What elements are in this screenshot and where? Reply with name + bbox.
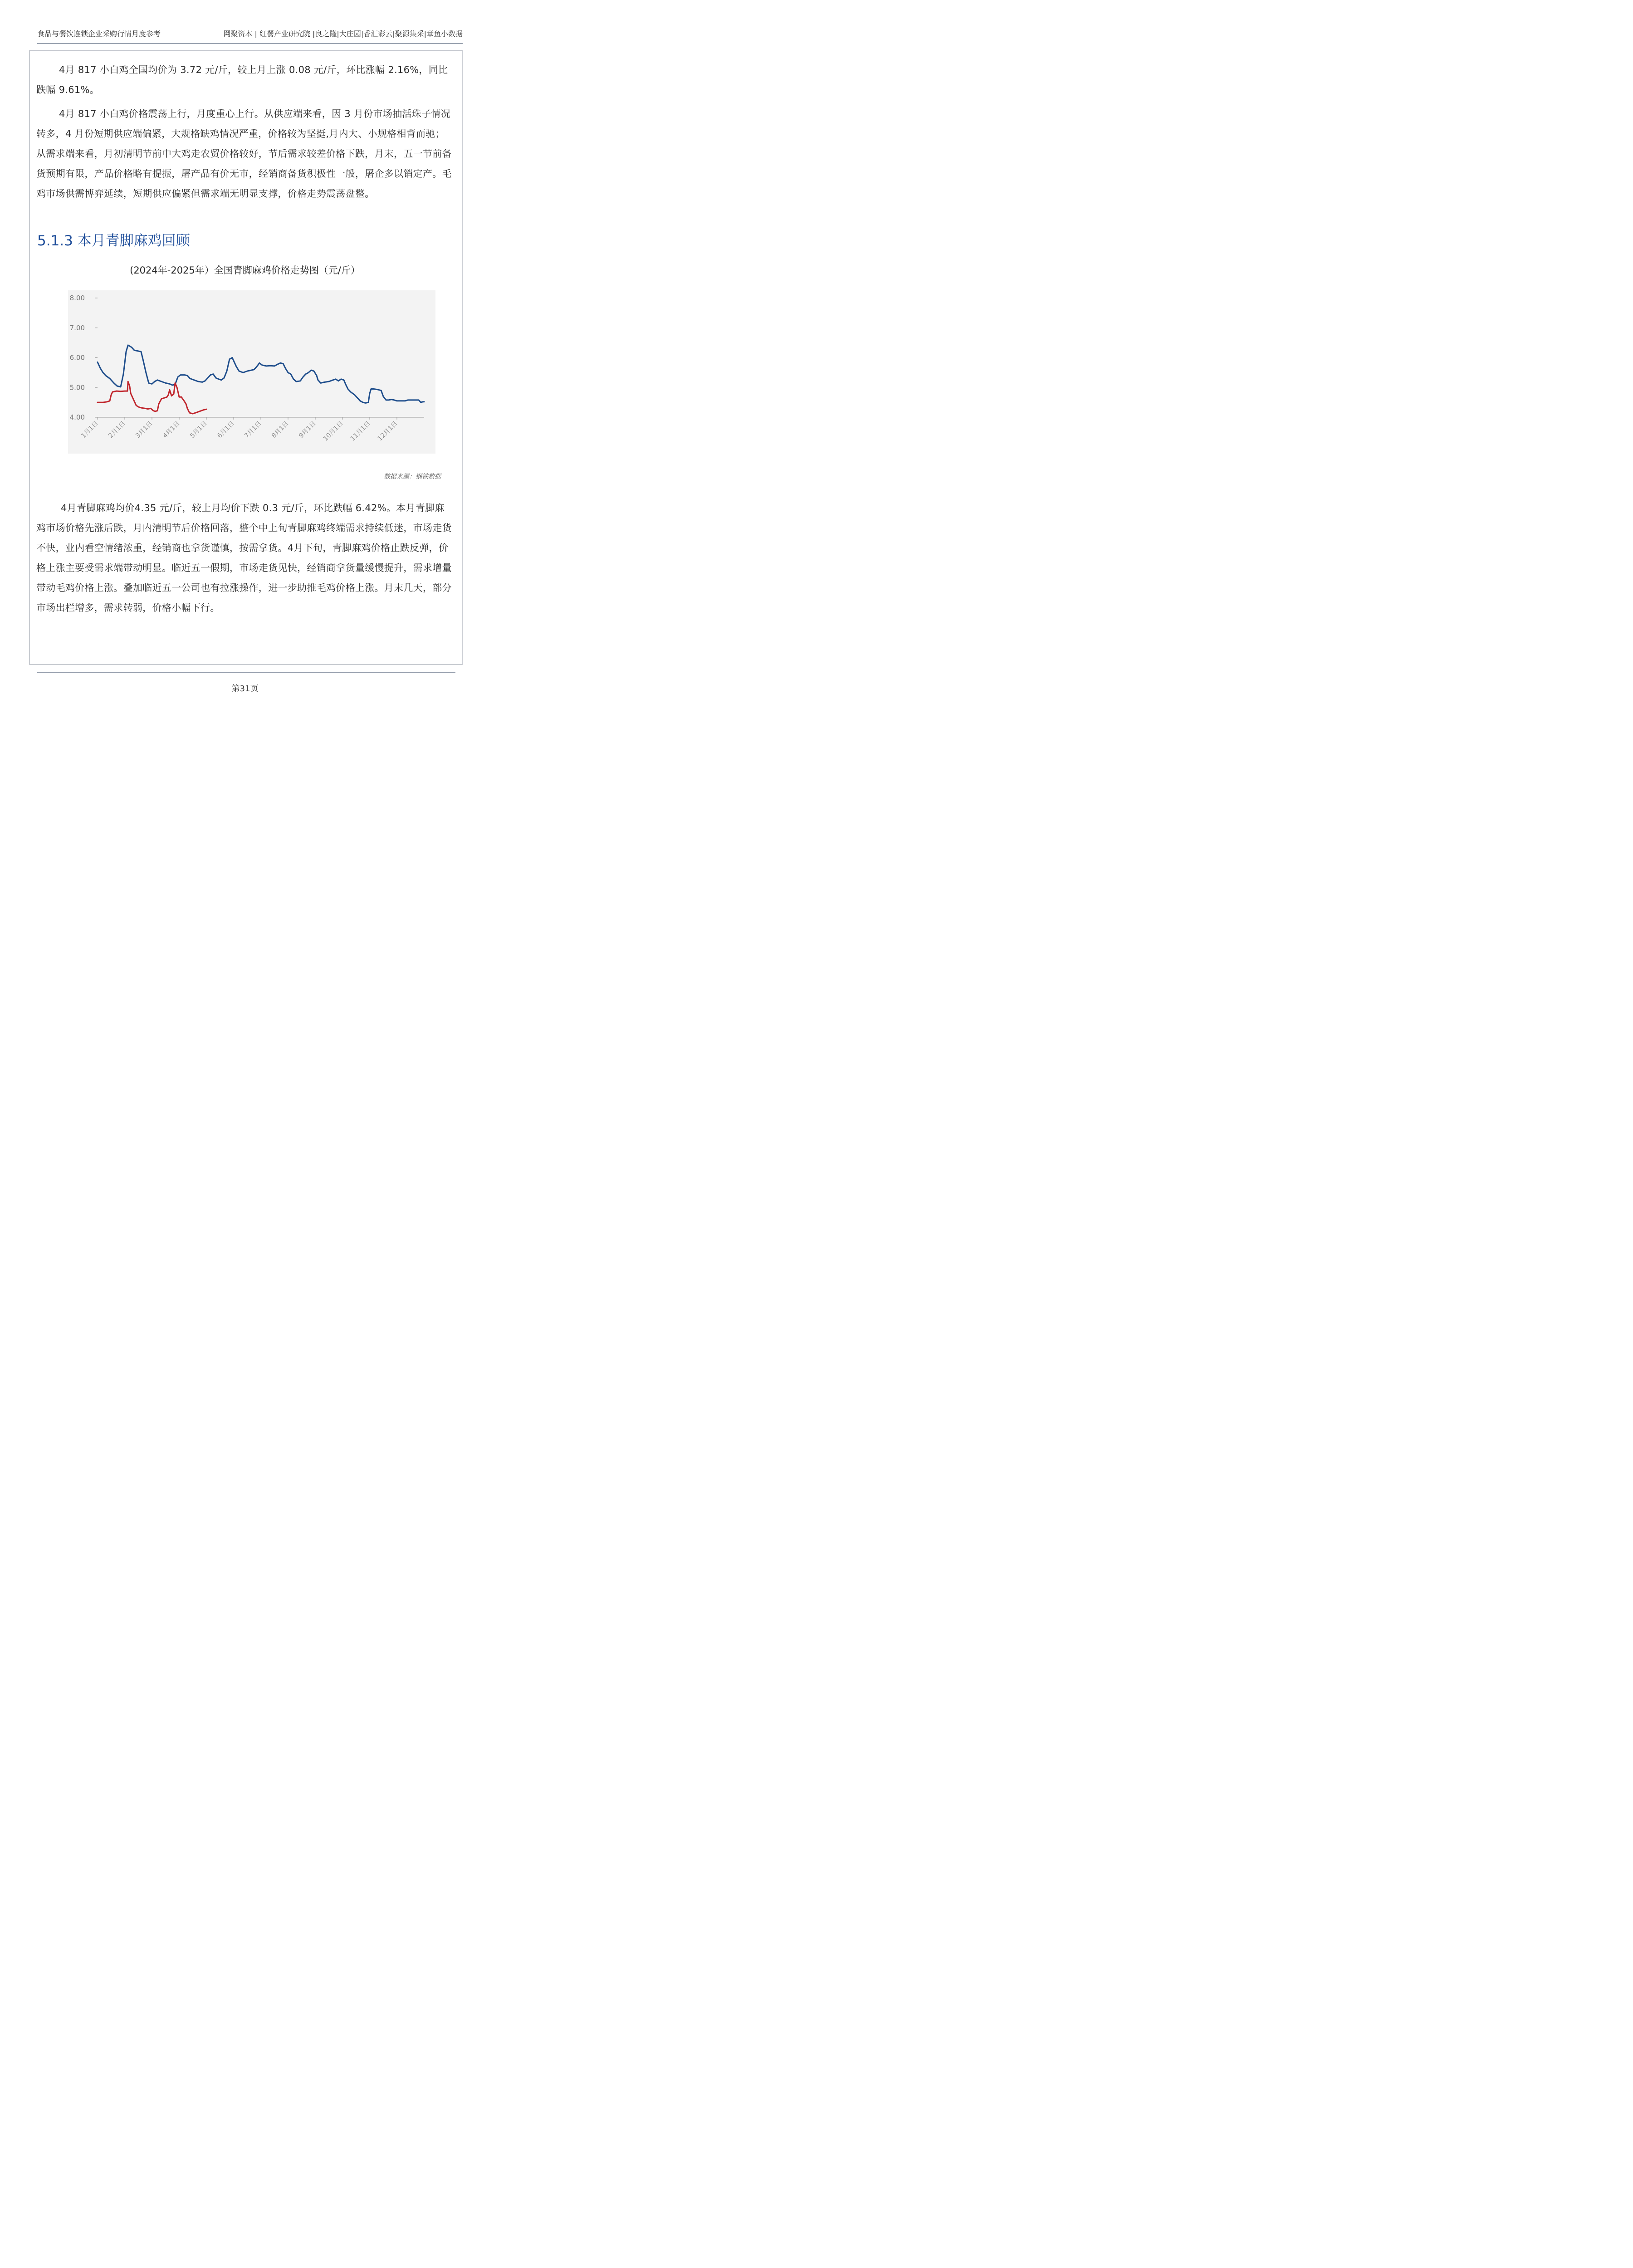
x-tick-label: 5月1日 xyxy=(189,420,209,440)
x-tick-label: 11月1日 xyxy=(349,420,372,443)
header-divider xyxy=(37,43,463,44)
paragraph-green-chicken-analysis: 4月青脚麻鸡均价4.35 元/斤，较上月均价下跌 0.3 元/斤，环比跌幅 6.42%。本月青脚麻鸡市场价格先涨后跌，月内清明节后价格回落，整个中上旬青脚麻鸡终端需求持续低迷，市场走货不快，业内看空情绪浓重，经销商也拿货谨慎，按需拿货。4月下旬，青脚麻鸡价格止跌反弹，价格上涨主要受需求端带动明显。临近五一假期，市场走货见快，经销商拿货量缓慢提升，需求增量带动毛鸡价格上涨。叠加临近五一公司也有拉涨操作，进一步助推毛鸡价格上涨。月末几天，部分市场出栏增多，需求转弱，价格小幅下行。 xyxy=(36,503,452,613)
y-tick-label: 7.00 xyxy=(69,323,85,332)
x-tick-label: 6月1日 xyxy=(216,420,236,440)
footer-divider xyxy=(37,672,455,673)
data-source-note: 数据来源：钢铁数据 xyxy=(384,473,441,480)
x-tick-label: 7月1日 xyxy=(243,420,263,440)
y-tick-label: 6.00 xyxy=(69,353,85,362)
price-line-chart xyxy=(64,290,435,454)
x-tick-label: 9月1日 xyxy=(298,420,318,440)
header-left-text: 食品与餐饮连锁企业采购行情月度参考 xyxy=(37,29,161,38)
x-tick-label: 1月1日 xyxy=(80,420,100,440)
paragraph-white-chicken-analysis: 4月 817 小白鸡价格震荡上行，月度重心上行。从供应端来看，因 3 月份市场抽活珠子情况转多，4 月份短期供应端偏紧，大规格缺鸡情况严重，价格较为坚挺,月内大、小规格相背而驰；从需求端来看，月初清明节前中大鸡走农贸价格较好，节后需求较差价格下跌，月末，五一节前备货预期有限，产品价格略有提振，屠产品有价无市，经销商备货积极性一般，屠企多以销定产。毛鸡市场供需博弈延续，短期供应偏紧但需求端无明显支撑，价格走势震荡盘整。 xyxy=(36,108,452,199)
y-tick-label: 8.00 xyxy=(69,294,85,302)
header-right-text: 网聚资本 | 红餐产业研究院 |良之隆|大庄园|香汇彩云|聚源集采|章鱼小数据 xyxy=(223,29,463,38)
section-title: 5.1.3 本月青脚麻鸡回顾 xyxy=(37,233,190,249)
x-tick-label: 3月1日 xyxy=(134,420,154,440)
page-number: 第31页 xyxy=(231,684,259,694)
y-tick-label: 5.00 xyxy=(69,383,85,392)
x-tick-label: 2月1日 xyxy=(107,420,127,440)
page-header xyxy=(37,26,463,40)
x-tick-label: 4月1日 xyxy=(161,420,181,440)
x-tick-label: 8月1日 xyxy=(270,420,290,440)
paragraph-white-chicken-price: 4月 817 小白鸡全国均价为 3.72 元/斤，较上月上涨 0.08 元/斤，环比涨幅 2.16%，同比跌幅 9.61%。 xyxy=(36,64,448,95)
chart-title: (2024年-2025年）全国青脚麻鸡价格走势图（元/斤） xyxy=(130,265,360,276)
y-tick-label: 4.00 xyxy=(69,413,85,421)
x-tick-label: 12月1日 xyxy=(376,420,399,443)
x-tick-label: 10月1日 xyxy=(322,420,345,443)
